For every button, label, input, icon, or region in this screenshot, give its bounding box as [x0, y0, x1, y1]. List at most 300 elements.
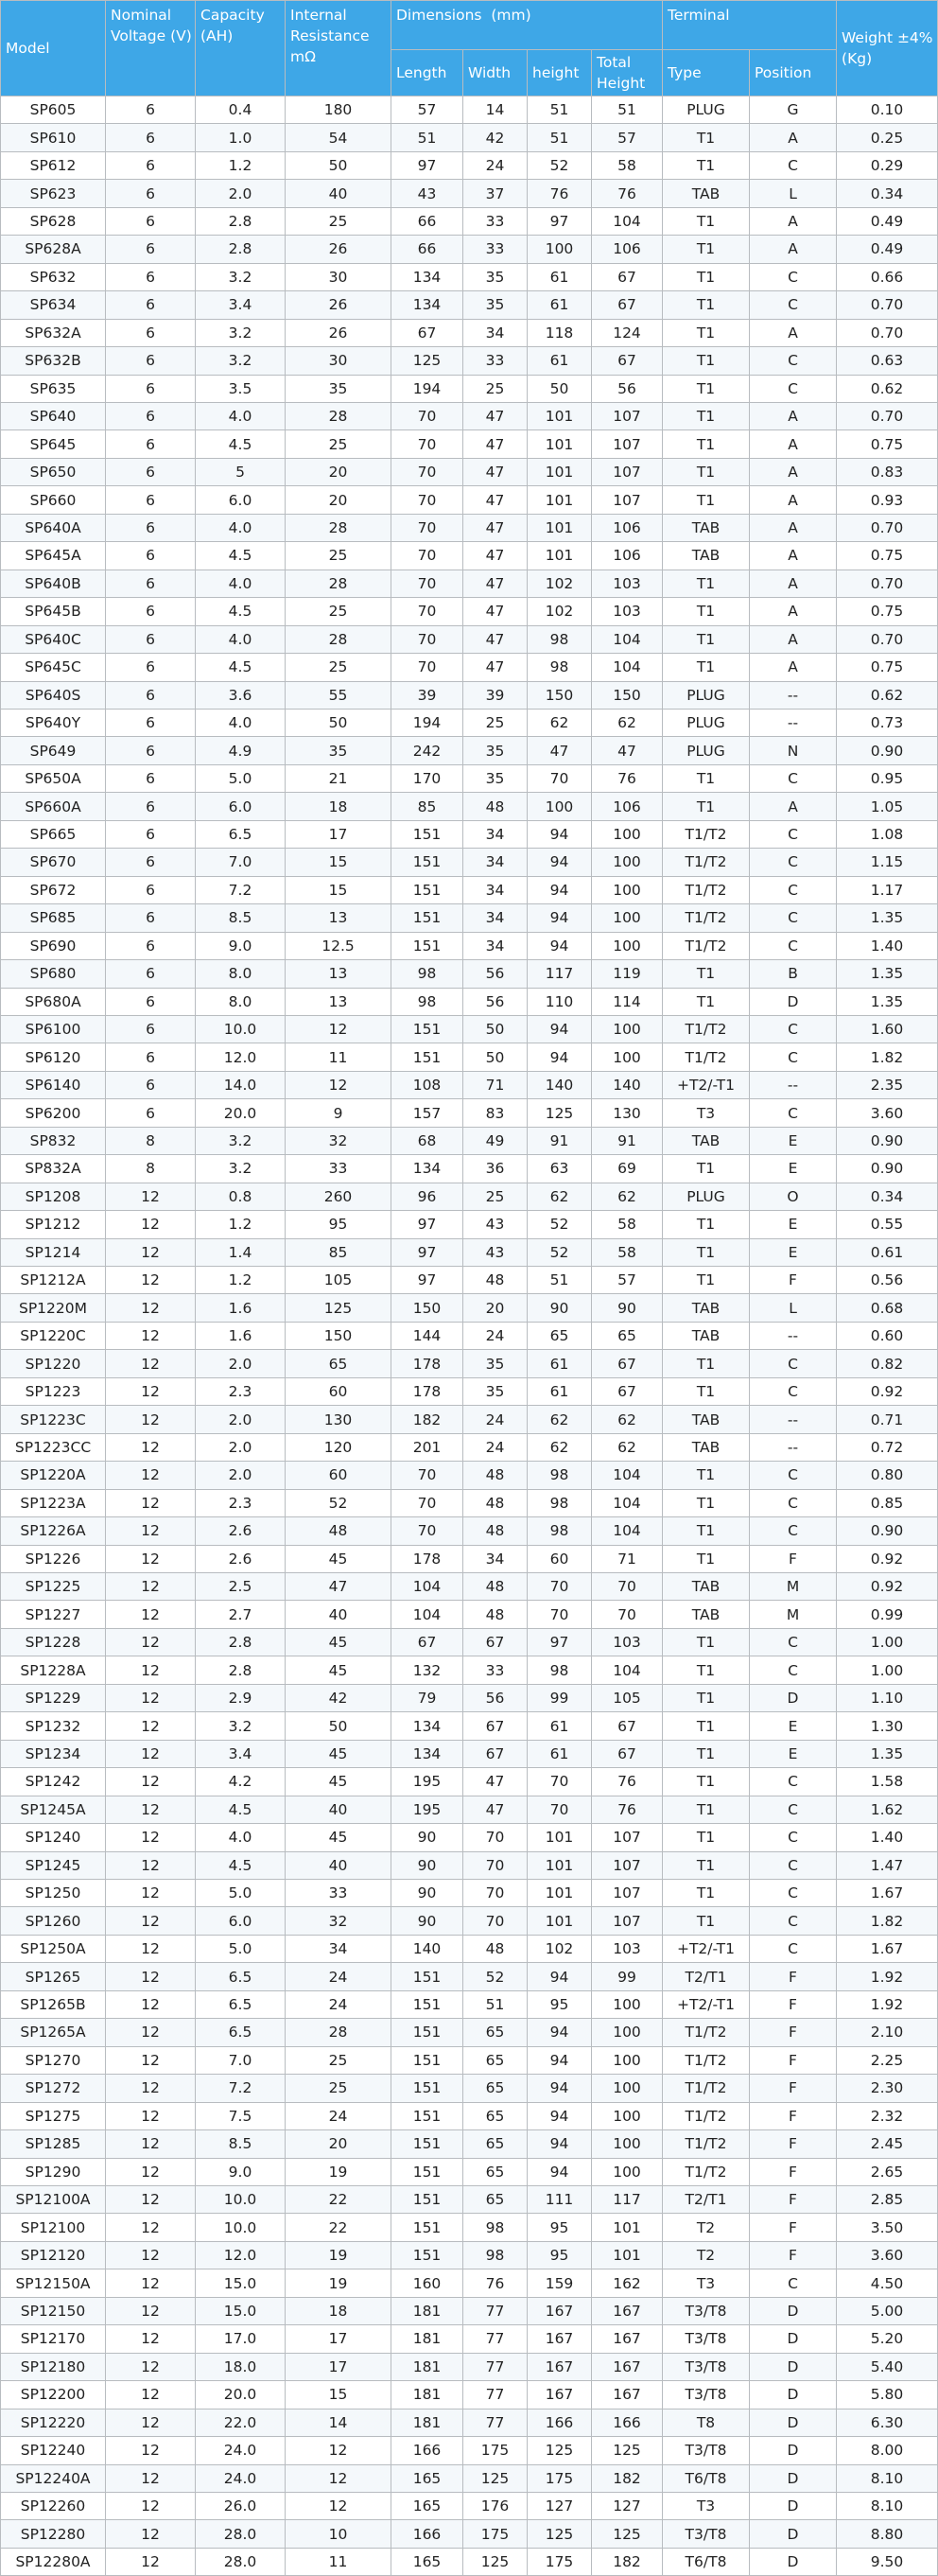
- cell-model: SP1226: [1, 1545, 106, 1572]
- cell-model: SP632A: [1, 319, 106, 346]
- cell-model: SP1220: [1, 1350, 106, 1377]
- cell-terminal-type: T1: [663, 1824, 750, 1851]
- cell-width: 24: [463, 151, 528, 179]
- cell-width: 67: [463, 1740, 528, 1767]
- cell-width: 56: [463, 1684, 528, 1711]
- cell-terminal-position: D: [750, 2464, 837, 2492]
- cell-weight: 0.75: [837, 430, 938, 458]
- cell-capacity: 8.0: [196, 960, 286, 988]
- cell-width: 48: [463, 793, 528, 820]
- table-row: [1, 2241, 938, 2269]
- cell-height: 61: [528, 1350, 592, 1377]
- cell-terminal-type: T3: [663, 2492, 750, 2519]
- cell-capacity: 2.0: [196, 1406, 286, 1433]
- cell-model: SP1232: [1, 1712, 106, 1740]
- cell-capacity: 4.5: [196, 598, 286, 625]
- cell-model: SP12280A: [1, 2548, 106, 2575]
- table-row: [1, 598, 938, 625]
- cell-total-height: 103: [592, 1628, 663, 1656]
- cell-total-height: 58: [592, 1238, 663, 1266]
- cell-terminal-type: TAB: [663, 1601, 750, 1628]
- cell-nominal-voltage: 12: [106, 1462, 196, 1489]
- cell-total-height: 167: [592, 2325, 663, 2353]
- cell-model: SP1223CC: [1, 1433, 106, 1461]
- cell-width: 35: [463, 1377, 528, 1405]
- header-height: height: [528, 50, 592, 96]
- cell-capacity: 3.2: [196, 1155, 286, 1183]
- cell-height: 52: [528, 151, 592, 179]
- cell-height: 175: [528, 2548, 592, 2575]
- cell-total-height: 106: [592, 793, 663, 820]
- cell-capacity: 28.0: [196, 2548, 286, 2575]
- cell-capacity: 4.5: [196, 542, 286, 570]
- cell-nominal-voltage: 6: [106, 904, 196, 932]
- cell-terminal-position: D: [750, 1684, 837, 1711]
- cell-model: SP645C: [1, 654, 106, 681]
- table-row: [1, 2102, 938, 2129]
- cell-internal-resistance: 15: [286, 849, 391, 876]
- cell-internal-resistance: 15: [286, 2381, 391, 2409]
- cell-total-height: 65: [592, 1322, 663, 1349]
- cell-terminal-position: C: [750, 1628, 837, 1656]
- cell-internal-resistance: 24: [286, 1990, 391, 2018]
- cell-internal-resistance: 40: [286, 1601, 391, 1628]
- cell-weight: 0.90: [837, 1155, 938, 1183]
- cell-internal-resistance: 28: [286, 570, 391, 597]
- cell-width: 56: [463, 988, 528, 1015]
- cell-terminal-type: T1: [663, 1462, 750, 1489]
- table-row: [1, 1377, 938, 1405]
- cell-height: 94: [528, 876, 592, 903]
- table-row: [1, 1907, 938, 1935]
- cell-length: 194: [391, 709, 463, 736]
- cell-weight: 8.10: [837, 2492, 938, 2519]
- cell-weight: 0.75: [837, 598, 938, 625]
- cell-capacity: 26.0: [196, 2492, 286, 2519]
- table-row: [1, 2492, 938, 2519]
- cell-length: 70: [391, 570, 463, 597]
- cell-height: 94: [528, 820, 592, 848]
- cell-height: 101: [528, 1824, 592, 1851]
- cell-capacity: 4.5: [196, 1851, 286, 1879]
- cell-capacity: 1.2: [196, 1267, 286, 1294]
- cell-terminal-position: F: [750, 1963, 837, 1990]
- cell-internal-resistance: 13: [286, 960, 391, 988]
- cell-total-height: 100: [592, 1990, 663, 2018]
- cell-width: 77: [463, 2381, 528, 2409]
- cell-nominal-voltage: 6: [106, 430, 196, 458]
- cell-terminal-type: T3/T8: [663, 2437, 750, 2464]
- cell-terminal-type: T1/T2: [663, 876, 750, 903]
- table-row: [1, 207, 938, 235]
- table-row: [1, 1851, 938, 1879]
- cell-terminal-position: C: [750, 1935, 837, 1962]
- cell-internal-resistance: 35: [286, 737, 391, 764]
- cell-internal-resistance: 11: [286, 1043, 391, 1071]
- cell-internal-resistance: 55: [286, 681, 391, 709]
- cell-weight: 2.45: [837, 2130, 938, 2158]
- cell-width: 70: [463, 1880, 528, 1907]
- table-row: [1, 375, 938, 402]
- cell-height: 62: [528, 1433, 592, 1461]
- cell-terminal-position: A: [750, 319, 837, 346]
- cell-nominal-voltage: 8: [106, 1155, 196, 1183]
- cell-height: 70: [528, 1573, 592, 1601]
- table-row: [1, 1406, 938, 1433]
- cell-internal-resistance: 130: [286, 1406, 391, 1433]
- cell-weight: 1.35: [837, 960, 938, 988]
- cell-width: 34: [463, 904, 528, 932]
- cell-internal-resistance: 35: [286, 375, 391, 402]
- cell-terminal-position: C: [750, 1880, 837, 1907]
- cell-terminal-type: PLUG: [663, 681, 750, 709]
- cell-length: 151: [391, 1015, 463, 1043]
- cell-total-height: 76: [592, 180, 663, 207]
- cell-internal-resistance: 45: [286, 1656, 391, 1684]
- cell-width: 67: [463, 1628, 528, 1656]
- cell-total-height: 103: [592, 598, 663, 625]
- cell-width: 47: [463, 654, 528, 681]
- cell-height: 125: [528, 1099, 592, 1127]
- cell-model: SP1220A: [1, 1462, 106, 1489]
- cell-internal-resistance: 60: [286, 1462, 391, 1489]
- cell-nominal-voltage: 12: [106, 1433, 196, 1461]
- cell-model: SP1223: [1, 1377, 106, 1405]
- cell-capacity: 15.0: [196, 2269, 286, 2297]
- cell-terminal-type: T1: [663, 1545, 750, 1572]
- cell-weight: 1.67: [837, 1935, 938, 1962]
- cell-width: 35: [463, 737, 528, 764]
- cell-weight: 0.10: [837, 96, 938, 124]
- cell-internal-resistance: 12: [286, 2437, 391, 2464]
- cell-model: SP1228A: [1, 1656, 106, 1684]
- cell-terminal-position: C: [750, 1099, 837, 1127]
- cell-width: 36: [463, 1155, 528, 1183]
- cell-capacity: 8.5: [196, 2130, 286, 2158]
- cell-length: 181: [391, 2409, 463, 2436]
- cell-width: 47: [463, 1768, 528, 1796]
- cell-weight: 1.08: [837, 820, 938, 848]
- cell-terminal-type: T1: [663, 1851, 750, 1879]
- cell-nominal-voltage: 6: [106, 347, 196, 375]
- cell-width: 51: [463, 1990, 528, 2018]
- cell-length: 201: [391, 1433, 463, 1461]
- cell-height: 102: [528, 598, 592, 625]
- cell-total-height: 106: [592, 542, 663, 570]
- cell-length: 70: [391, 402, 463, 429]
- cell-weight: 0.73: [837, 709, 938, 736]
- cell-length: 181: [391, 2381, 463, 2409]
- cell-model: SP1226A: [1, 1517, 106, 1545]
- table-row: [1, 654, 938, 681]
- cell-internal-resistance: 26: [286, 319, 391, 346]
- cell-total-height: 166: [592, 2409, 663, 2436]
- cell-terminal-position: C: [750, 347, 837, 375]
- cell-terminal-position: M: [750, 1601, 837, 1628]
- cell-terminal-position: C: [750, 764, 837, 792]
- cell-model: SP640A: [1, 514, 106, 541]
- cell-total-height: 105: [592, 1684, 663, 1711]
- cell-terminal-position: A: [750, 124, 837, 151]
- cell-internal-resistance: 40: [286, 180, 391, 207]
- cell-width: 77: [463, 2297, 528, 2324]
- header-width: Width: [463, 50, 528, 96]
- table-row: [1, 625, 938, 653]
- cell-internal-resistance: 14: [286, 2409, 391, 2436]
- cell-model: SP1223C: [1, 1406, 106, 1433]
- cell-model: SP1285: [1, 2130, 106, 2158]
- cell-nominal-voltage: 6: [106, 207, 196, 235]
- cell-weight: 1.35: [837, 988, 938, 1015]
- cell-model: SP1220C: [1, 1322, 106, 1349]
- cell-capacity: 4.0: [196, 570, 286, 597]
- cell-capacity: 1.2: [196, 151, 286, 179]
- table-header: [1, 1, 938, 96]
- cell-terminal-type: T1: [663, 486, 750, 514]
- cell-terminal-position: --: [750, 709, 837, 736]
- table-row: [1, 1601, 938, 1628]
- cell-capacity: 2.5: [196, 1573, 286, 1601]
- cell-terminal-type: T1: [663, 764, 750, 792]
- cell-model: SP12150: [1, 2297, 106, 2324]
- cell-weight: 2.35: [837, 1071, 938, 1098]
- cell-width: 34: [463, 876, 528, 903]
- cell-width: 125: [463, 2548, 528, 2575]
- table-row: [1, 1517, 938, 1545]
- cell-width: 35: [463, 764, 528, 792]
- cell-terminal-position: E: [750, 1238, 837, 1266]
- cell-internal-resistance: 25: [286, 654, 391, 681]
- cell-weight: 1.92: [837, 1963, 938, 1990]
- cell-weight: 0.49: [837, 236, 938, 263]
- cell-weight: 0.90: [837, 737, 938, 764]
- cell-height: 51: [528, 1267, 592, 1294]
- table-row: [1, 1155, 938, 1183]
- cell-weight: 0.34: [837, 180, 938, 207]
- cell-nominal-voltage: 12: [106, 1267, 196, 1294]
- cell-internal-resistance: 20: [286, 2130, 391, 2158]
- cell-terminal-position: C: [750, 291, 837, 319]
- cell-capacity: 2.9: [196, 1684, 286, 1711]
- cell-nominal-voltage: 12: [106, 1880, 196, 1907]
- cell-length: 178: [391, 1377, 463, 1405]
- cell-length: 165: [391, 2464, 463, 2492]
- cell-terminal-position: O: [750, 1183, 837, 1210]
- table-row: [1, 458, 938, 485]
- cell-nominal-voltage: 12: [106, 1768, 196, 1796]
- cell-total-height: 125: [592, 2520, 663, 2548]
- cell-nominal-voltage: 12: [106, 1211, 196, 1238]
- cell-length: 70: [391, 486, 463, 514]
- cell-width: 25: [463, 1183, 528, 1210]
- cell-capacity: 5.0: [196, 764, 286, 792]
- cell-capacity: 2.8: [196, 207, 286, 235]
- cell-model: SP1290: [1, 2158, 106, 2185]
- cell-total-height: 104: [592, 1462, 663, 1489]
- cell-total-height: 100: [592, 932, 663, 959]
- cell-width: 98: [463, 2214, 528, 2241]
- cell-height: 127: [528, 2492, 592, 2519]
- cell-model: SP640S: [1, 681, 106, 709]
- cell-weight: 0.55: [837, 1211, 938, 1238]
- cell-internal-resistance: 19: [286, 2241, 391, 2269]
- cell-capacity: 6.5: [196, 2019, 286, 2046]
- cell-nominal-voltage: 12: [106, 1990, 196, 2018]
- cell-weight: 1.30: [837, 1712, 938, 1740]
- cell-height: 167: [528, 2325, 592, 2353]
- cell-terminal-type: T3/T8: [663, 2520, 750, 2548]
- cell-capacity: 4.5: [196, 654, 286, 681]
- cell-total-height: 62: [592, 1406, 663, 1433]
- cell-internal-resistance: 19: [286, 2269, 391, 2297]
- cell-width: 56: [463, 960, 528, 988]
- cell-height: 52: [528, 1238, 592, 1266]
- cell-terminal-type: T1/T2: [663, 2130, 750, 2158]
- cell-nominal-voltage: 6: [106, 598, 196, 625]
- cell-capacity: 3.5: [196, 375, 286, 402]
- header-terminal-position: Position: [750, 50, 837, 96]
- cell-nominal-voltage: 6: [106, 180, 196, 207]
- header-internal-resistance: Internal Resistance mΩ: [286, 1, 391, 96]
- cell-model: SP1260: [1, 1907, 106, 1935]
- cell-nominal-voltage: 6: [106, 124, 196, 151]
- cell-length: 51: [391, 124, 463, 151]
- cell-model: SP1212: [1, 1211, 106, 1238]
- cell-capacity: 24.0: [196, 2437, 286, 2464]
- cell-capacity: 10.0: [196, 1015, 286, 1043]
- cell-height: 101: [528, 1907, 592, 1935]
- cell-terminal-type: T1: [663, 654, 750, 681]
- cell-terminal-position: C: [750, 1350, 837, 1377]
- cell-terminal-position: A: [750, 236, 837, 263]
- cell-terminal-type: T1: [663, 625, 750, 653]
- cell-height: 98: [528, 625, 592, 653]
- cell-total-height: 104: [592, 625, 663, 653]
- cell-model: SP628: [1, 207, 106, 235]
- cell-capacity: 28.0: [196, 2520, 286, 2548]
- cell-width: 48: [463, 1462, 528, 1489]
- cell-width: 47: [463, 570, 528, 597]
- cell-capacity: 4.5: [196, 1796, 286, 1823]
- cell-total-height: 62: [592, 1433, 663, 1461]
- cell-nominal-voltage: 12: [106, 1712, 196, 1740]
- cell-length: 70: [391, 514, 463, 541]
- cell-capacity: 7.2: [196, 876, 286, 903]
- cell-terminal-type: T2: [663, 2214, 750, 2241]
- cell-model: SP12100: [1, 2214, 106, 2241]
- cell-terminal-type: T1: [663, 1656, 750, 1684]
- cell-terminal-type: T1/T2: [663, 2046, 750, 2074]
- cell-width: 47: [463, 1796, 528, 1823]
- cell-total-height: 107: [592, 430, 663, 458]
- cell-total-height: 70: [592, 1601, 663, 1628]
- cell-total-height: 76: [592, 1768, 663, 1796]
- cell-length: 134: [391, 1712, 463, 1740]
- cell-terminal-position: C: [750, 1796, 837, 1823]
- cell-nominal-voltage: 6: [106, 709, 196, 736]
- cell-weight: 0.60: [837, 1322, 938, 1349]
- cell-model: SP6100: [1, 1015, 106, 1043]
- cell-capacity: 6.0: [196, 1907, 286, 1935]
- cell-length: 43: [391, 180, 463, 207]
- cell-height: 94: [528, 2102, 592, 2129]
- cell-length: 170: [391, 764, 463, 792]
- cell-terminal-position: D: [750, 2409, 837, 2436]
- cell-internal-resistance: 26: [286, 236, 391, 263]
- cell-terminal-position: A: [750, 793, 837, 820]
- cell-height: 94: [528, 932, 592, 959]
- cell-terminal-position: C: [750, 1656, 837, 1684]
- table-row: [1, 2130, 938, 2158]
- cell-weight: 5.40: [837, 2353, 938, 2380]
- cell-terminal-type: T1: [663, 263, 750, 290]
- cell-length: 70: [391, 598, 463, 625]
- cell-internal-resistance: 60: [286, 1377, 391, 1405]
- cell-internal-resistance: 17: [286, 2353, 391, 2380]
- cell-nominal-voltage: 12: [106, 1601, 196, 1628]
- cell-total-height: 107: [592, 1824, 663, 1851]
- cell-total-height: 90: [592, 1294, 663, 1322]
- cell-terminal-position: D: [750, 2548, 837, 2575]
- cell-terminal-position: E: [750, 1712, 837, 1740]
- cell-nominal-voltage: 12: [106, 2548, 196, 2575]
- cell-width: 24: [463, 1433, 528, 1461]
- cell-length: 151: [391, 904, 463, 932]
- cell-nominal-voltage: 12: [106, 1238, 196, 1266]
- cell-total-height: 100: [592, 1015, 663, 1043]
- table-row: [1, 849, 938, 876]
- cell-weight: 0.68: [837, 1294, 938, 1322]
- cell-nominal-voltage: 6: [106, 263, 196, 290]
- cell-terminal-position: C: [750, 1043, 837, 1071]
- cell-terminal-type: T1: [663, 1684, 750, 1711]
- cell-length: 181: [391, 2353, 463, 2380]
- cell-model: SP6140: [1, 1071, 106, 1098]
- table-row: [1, 2075, 938, 2102]
- cell-terminal-position: D: [750, 2325, 837, 2353]
- cell-terminal-position: A: [750, 625, 837, 653]
- cell-internal-resistance: 52: [286, 1489, 391, 1516]
- cell-length: 194: [391, 375, 463, 402]
- cell-capacity: 2.8: [196, 236, 286, 263]
- cell-model: SP670: [1, 849, 106, 876]
- cell-terminal-type: T1: [663, 375, 750, 402]
- cell-nominal-voltage: 6: [106, 932, 196, 959]
- table-row: [1, 1824, 938, 1851]
- table-row: [1, 709, 938, 736]
- table-row: [1, 1183, 938, 1210]
- cell-total-height: 127: [592, 2492, 663, 2519]
- cell-terminal-position: A: [750, 402, 837, 429]
- cell-model: SP635: [1, 375, 106, 402]
- cell-terminal-type: T1: [663, 124, 750, 151]
- cell-weight: 9.50: [837, 2548, 938, 2575]
- cell-terminal-type: T1: [663, 1517, 750, 1545]
- cell-weight: 0.75: [837, 542, 938, 570]
- cell-terminal-position: C: [750, 1377, 837, 1405]
- cell-internal-resistance: 13: [286, 904, 391, 932]
- cell-height: 102: [528, 1935, 592, 1962]
- cell-width: 34: [463, 820, 528, 848]
- cell-capacity: 1.0: [196, 124, 286, 151]
- cell-capacity: 2.8: [196, 1628, 286, 1656]
- cell-terminal-type: TAB: [663, 180, 750, 207]
- cell-weight: 0.80: [837, 1462, 938, 1489]
- cell-capacity: 2.3: [196, 1489, 286, 1516]
- header-total-height: Total Height: [592, 50, 663, 96]
- table-row: [1, 2409, 938, 2436]
- cell-terminal-type: T1: [663, 151, 750, 179]
